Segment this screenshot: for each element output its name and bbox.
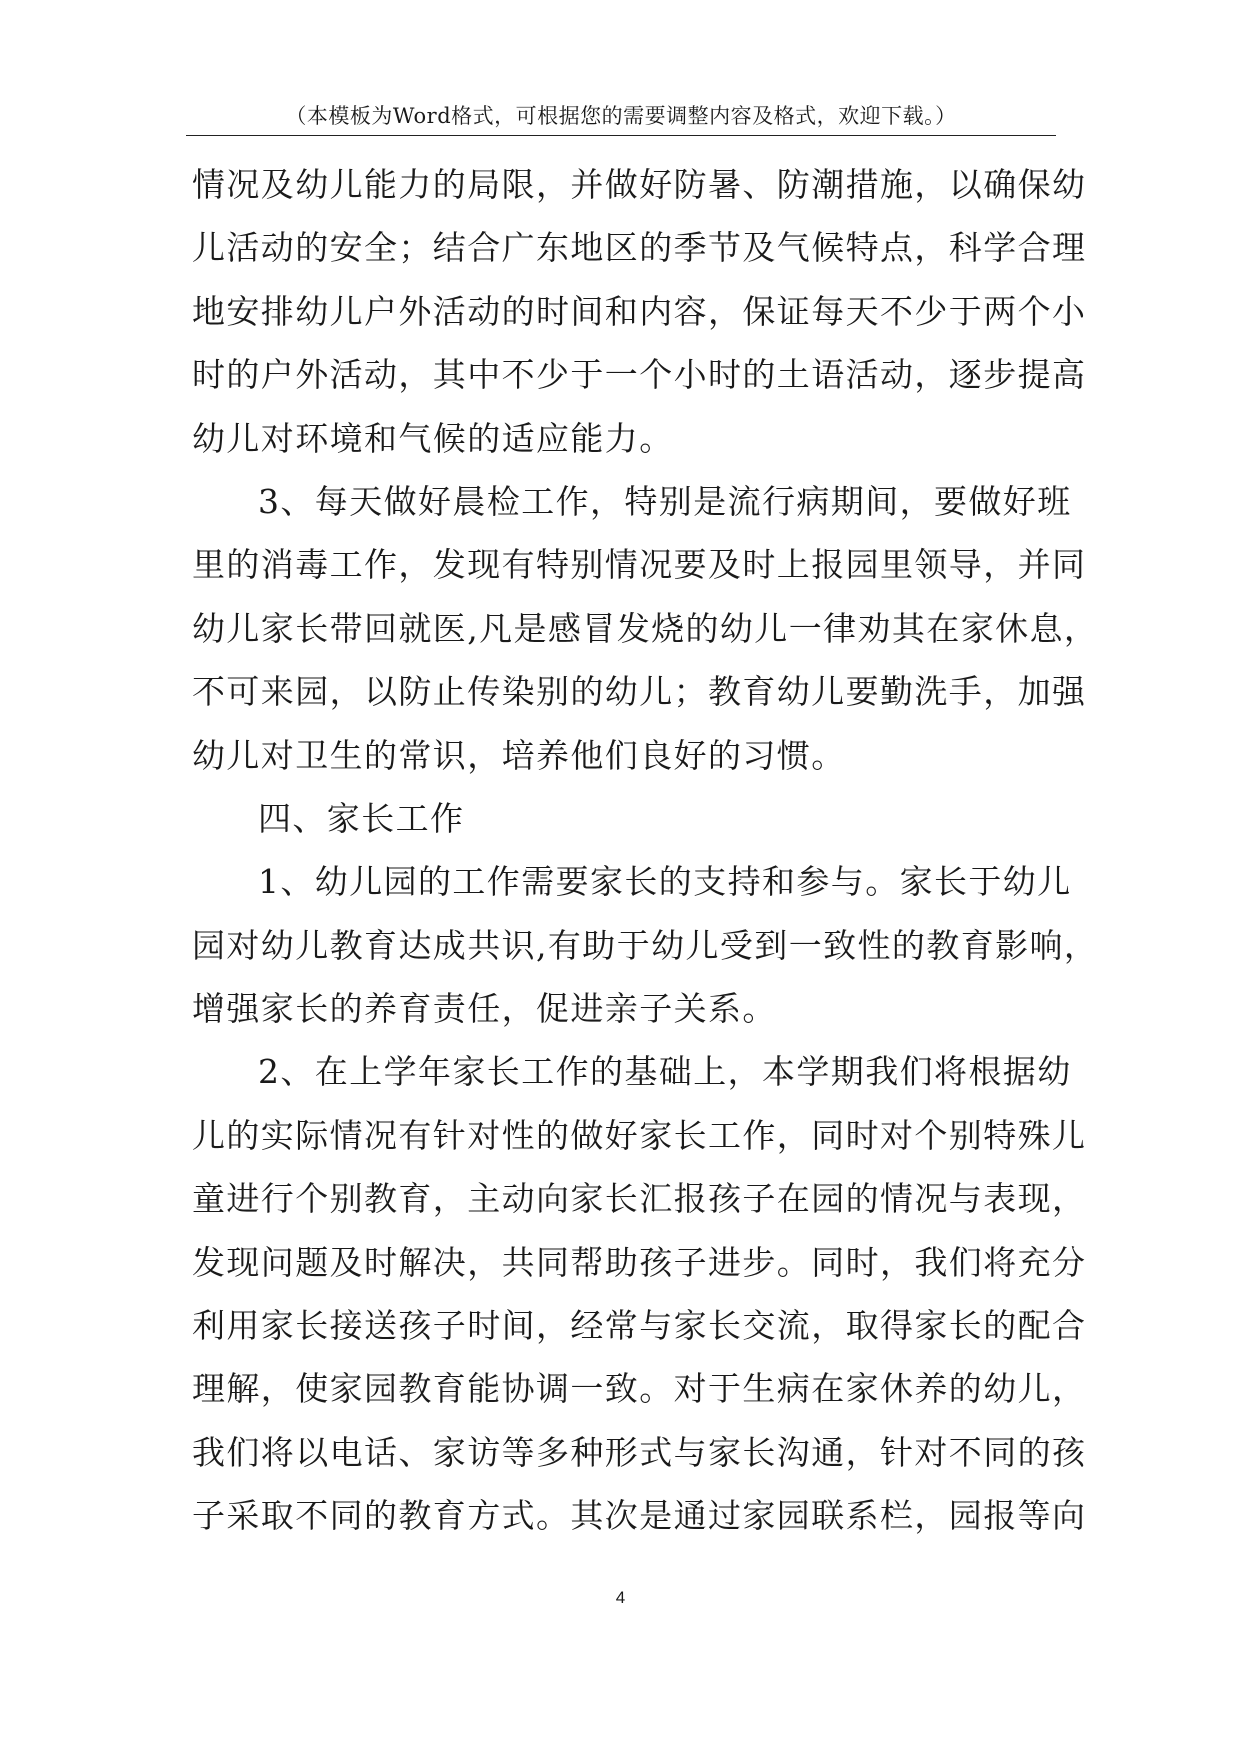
section-heading: 四、家长工作	[258, 798, 465, 838]
header-divider	[186, 135, 1056, 136]
body-line: 地安排幼儿户外活动的时间和内容，保证每天不少于两个小	[192, 291, 1087, 331]
body-line: 子采取不同的教育方式。其次是通过家园联系栏，园报等向	[192, 1496, 1087, 1536]
body-line: 情况及幼儿能力的局限，并做好防暑、防潮措施，以确保幼	[192, 165, 1087, 204]
paragraph-start-line: 3、每天做好晨检工作，特别是流行病期间，要做好班	[258, 481, 1072, 521]
body-line: 幼儿家长带回就医,凡是感冒发烧的幼儿一律劝其在家休息，	[192, 608, 1099, 648]
body-line: 幼儿对环境和气候的适应能力。	[192, 418, 674, 458]
body-line: 儿的实际情况有针对性的做好家长工作，同时对个别特殊儿	[192, 1115, 1087, 1155]
body-line: 利用家长接送孩子时间，经常与家长交流，取得家长的配合	[192, 1306, 1087, 1346]
paragraph-start-line: 1、幼儿园的工作需要家长的支持和参与。家长于幼儿	[258, 862, 1072, 902]
body-line: 增强家长的养育责任，促进亲子关系。	[192, 989, 777, 1029]
body-line: 童进行个别教育，主动向家长汇报孩子在园的情况与表现，	[192, 1179, 1087, 1219]
document-body	[192, 153, 1099, 1548]
page-header-note: （本模板为Word格式，可根据您的需要调整内容及格式，欢迎下载。）	[285, 104, 957, 128]
body-line: 理解，使家园教育能协调一致。对于生病在家休养的幼儿，	[192, 1369, 1087, 1409]
paragraph-start-line: 2、在上学年家长工作的基础上，本学期我们将根据幼	[258, 1052, 1072, 1092]
body-line: 不可来园，以防止传染别的幼儿；教育幼儿要勤洗手，加强	[192, 672, 1087, 712]
body-line: 我们将以电话、家访等多种形式与家长沟通，针对不同的孩	[192, 1432, 1087, 1472]
body-line: 幼儿对卫生的常识，培养他们良好的习惯。	[192, 735, 846, 775]
page-number: 4	[615, 1588, 626, 1607]
body-line: 里的消毒工作，发现有特别情况要及时上报园里领导，并同	[192, 545, 1087, 585]
body-line: 园对幼儿教育达成共识,有助于幼儿受到一致性的教育影响，	[192, 925, 1099, 965]
body-line: 时的户外活动，其中不少于一个小时的土语活动，逐步提高	[192, 355, 1087, 395]
body-line: 发现问题及时解决，共同帮助孩子进步。同时，我们将充分	[192, 1242, 1087, 1282]
body-line: 儿活动的安全；结合广东地区的季节及气候特点，科学合理	[192, 228, 1087, 268]
